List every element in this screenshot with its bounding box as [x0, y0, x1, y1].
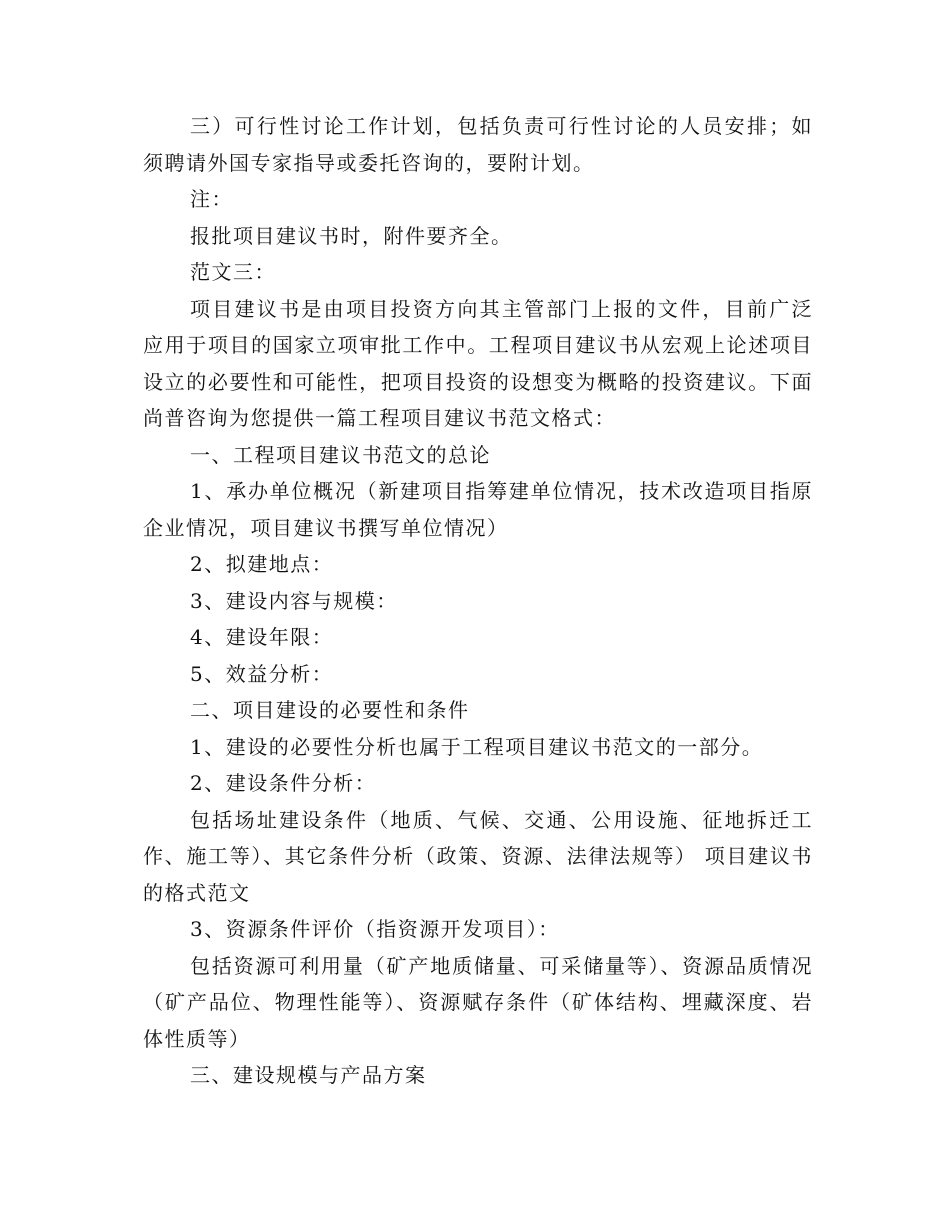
paragraph-note-text: 报批项目建议书时，附件要齐全。 — [190, 223, 513, 248]
paragraph-item-1-3: 3、建设内容与规模： — [190, 588, 398, 613]
paragraph-sample-three: 范文三： — [190, 260, 276, 284]
paragraph-item-2-3: 3、资源条件评价（指资源开发项目）： — [190, 917, 560, 941]
paragraph-item-1-2: 2、拟建地点： — [190, 552, 334, 576]
paragraph-item-2-1: 1、建设的必要性分析也属于工程项目建议书范文的一部分。 — [190, 734, 764, 759]
paragraph-item-1-4: 4、建设年限： — [190, 625, 334, 649]
paragraph-site-conditions: 包括场址建设条件（地质、气候、交通、公用设施、征地拆迁工作、施工等）、其它条件分析（政策、资源、法律法规等） 项目建议书的格式范文 — [143, 807, 813, 905]
paragraph-item-1-1: 1、承办单位概况（新建项目指筹建单位情况，技术改造项目指原企业情况，项目建议书撰写单位情况） — [143, 479, 813, 540]
heading-section-two: 二、项目建设的必要性和条件 — [190, 698, 470, 722]
paragraph-resource-conditions: 包括资源可利用量（矿产地质储量、可采储量等）、资源品质情况（矿产品位、物理性能等）、资源赋存条件（矿体结构、埋藏深度、岩体性质等） — [143, 953, 813, 1051]
paragraph-intro: 项目建议书是由项目投资方向其主管部门上报的文件，目前广泛应用于项目的国家立项审批工作中。工程项目建议书从宏观上论述项目设立的必要性和可能性，把项目投资的设想变为概略的投资建议。下面尚普咨询为您提供一篇工程项目建议书范文格式： — [143, 296, 813, 430]
paragraph-item-1-5: 5、效益分析： — [190, 661, 334, 686]
paragraph-plan: 三）可行性讨论工作计划，包括负责可行性讨论的人员安排；如须聘请外国专家指导或委托咨询的，要附计划。 — [143, 114, 813, 175]
heading-section-three: 三、建设规模与产品方案 — [190, 1063, 427, 1087]
paragraph-item-2-2: 2、建设条件分析： — [190, 771, 377, 795]
heading-section-one: 一、工程项目建议书范文的总论 — [190, 442, 491, 467]
paragraph-note-label: 注： — [190, 187, 233, 211]
document-body — [143, 108, 813, 1094]
